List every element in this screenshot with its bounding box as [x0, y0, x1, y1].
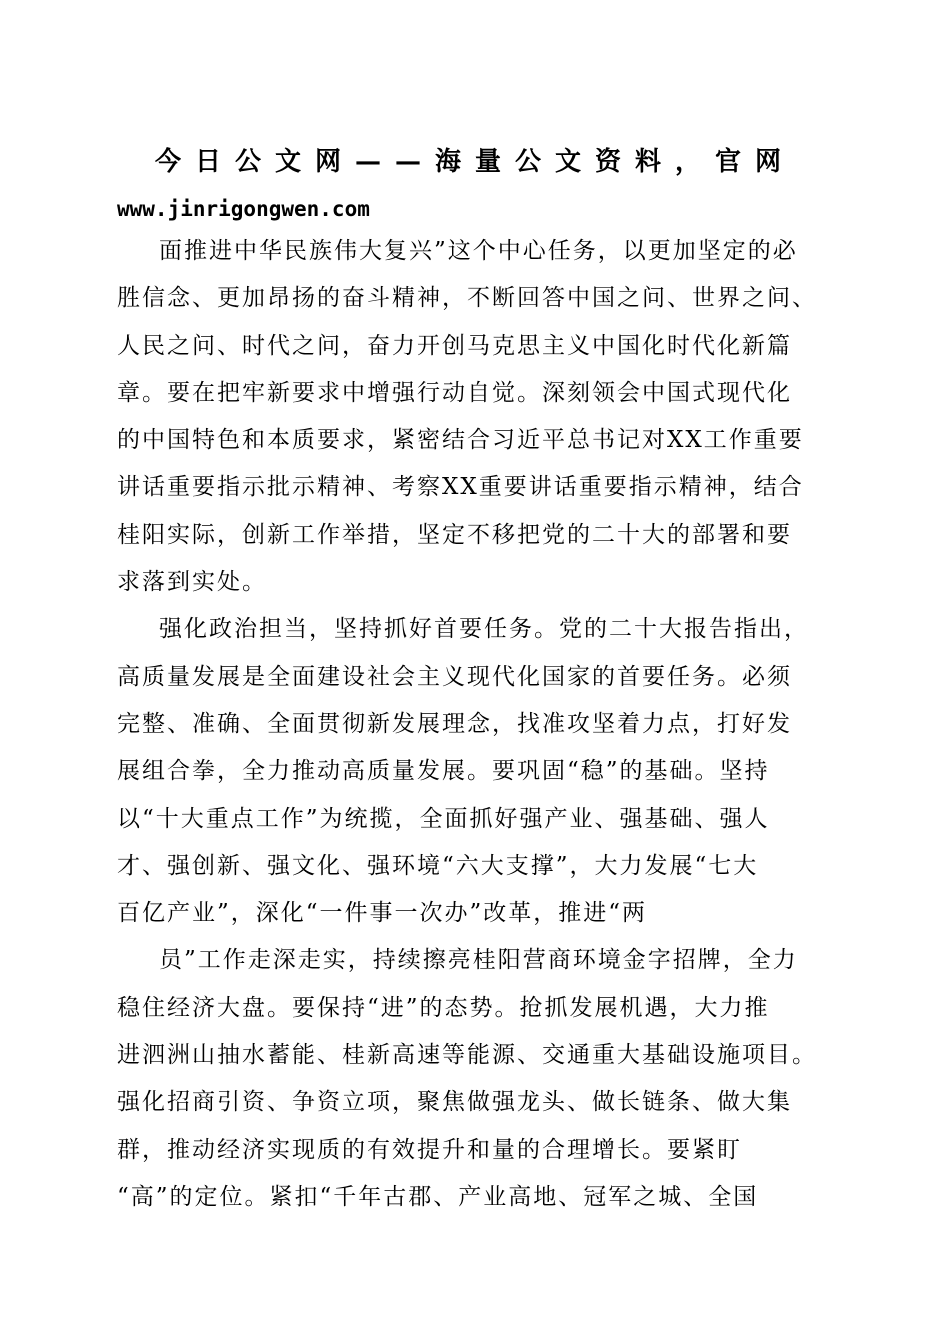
text-line: 的中国特色和本质要求，紧密结合习近平总书记对XX工作重要 [117, 427, 804, 454]
text-line: 强化招商引资、争资立项，聚焦做强龙头、做长链条、做大集 [117, 1089, 792, 1116]
text-line: 员”工作走深走实，持续擦亮桂阳营商环境金字招牌，全力 [159, 947, 798, 974]
text-line: 百亿产业”，深化“一件事一次办”改革，推进“两 [117, 900, 648, 927]
text-line: 高质量发展是全面建设社会主义现代化国家的首要任务。必须 [117, 663, 792, 690]
text-line: 完整、准确、全面贯彻新发展理念，找准攻坚着力点，打好发 [117, 710, 792, 737]
text-line: 群，推动经济实现质的有效提升和量的合理增长。要紧盯 [117, 1136, 742, 1163]
text-line: 讲话重要指示批示精神、考察XX重要讲话重要指示精神，结合 [117, 474, 804, 501]
text-line: 面推进中华民族伟大复兴”这个中心任务，以更加坚定的必 [159, 238, 798, 264]
text-line: 求落到实处。 [117, 569, 267, 596]
text-line: 才、强创新、强文化、强环境“六大支撑”，大力发展“七大 [117, 852, 759, 879]
text-line: “高”的定位。紧扣“千年古郡、产业高地、冠军之城、全国 [117, 1183, 759, 1210]
text-line: 稳住经济大盘。要保持“进”的态势。抢抓发展机遇，大力推 [117, 994, 770, 1021]
text-line: 桂阳实际，创新工作举措，坚定不移把党的二十大的部署和要 [117, 521, 792, 548]
text-line: 胜信念、更加昂扬的奋斗精神，不断回答中国之问、世界之问、 [117, 285, 817, 312]
header-url[interactable]: www.jinrigongwen.com [117, 197, 370, 221]
text-line: 人民之问、时代之问，奋力开创马克思主义中国化时代化新篇 [117, 332, 792, 359]
body-text [117, 228, 837, 1221]
header-title: 今日公文网——海量公文资料，官网 [155, 147, 796, 177]
text-line: 进泗洲山抽水蓄能、桂新高速等能源、交通重大基础设施项目。 [117, 1042, 817, 1069]
text-line: 强化政治担当，坚持抓好首要任务。党的二十大报告指出， [159, 616, 809, 643]
text-line: 以“十大重点工作”为统揽，全面抓好强产业、强基础、强人 [117, 805, 770, 832]
text-line: 章。要在把牢新要求中增强行动自觉。深刻领会中国式现代化 [117, 379, 792, 406]
text-line: 展组合拳，全力推动高质量发展。要巩固“稳”的基础。坚持 [117, 758, 770, 785]
